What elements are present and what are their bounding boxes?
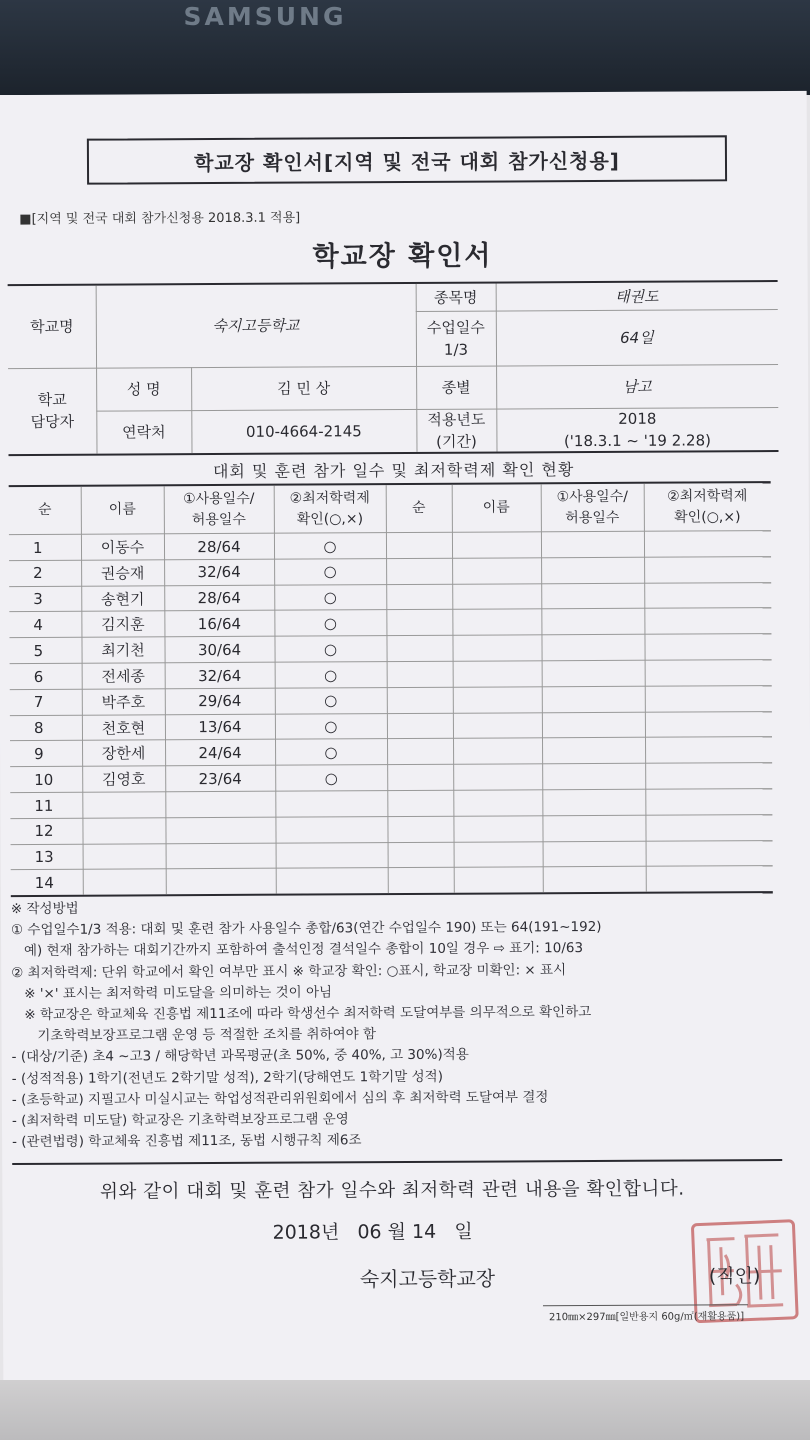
row-name: 권승재 <box>100 564 145 583</box>
row-no: 8 <box>33 718 44 738</box>
days-value: 64일 <box>620 328 654 347</box>
header-usage-right-line2: 허용일수 <box>565 509 620 526</box>
header-seq-left: 순 <box>37 501 52 518</box>
category-value: 남고 <box>622 377 652 396</box>
row-no: 9 <box>34 744 44 763</box>
header-min-right-line2: 확인(○,×) <box>674 508 741 526</box>
table-row <box>10 814 772 843</box>
row-days <box>166 843 276 869</box>
note-line: 기초학력보장프로그램 운영 등 적절한 조치를 취하여야 함 <box>11 1026 377 1045</box>
header-name-right: 이름 <box>482 499 510 516</box>
table-row <box>10 685 772 714</box>
row-no: 11 <box>34 796 54 815</box>
principal-name: 숙지고등학교장 <box>359 1266 496 1292</box>
header-min-left-line2: 확인(○,×) <box>296 510 364 528</box>
note-line: 예) 현재 참가하는 대회기간까지 포함하여 출석인정 결석일수 총합이 10일 경우 ⇨ 표기: 10/63 <box>11 940 584 960</box>
info-table <box>8 280 779 456</box>
row-check: ○ <box>324 743 338 762</box>
phone-value: 010-4664-2145 <box>245 421 362 441</box>
row-days <box>166 869 276 895</box>
header-usage-right-line1: ①사용일수/ <box>556 488 628 505</box>
days-label <box>416 311 496 366</box>
row-no: 1 <box>32 538 43 557</box>
confirmation-statement: 위와 같이 대회 및 훈련 참가 일수와 최저학력 관련 내용을 확인합니다. <box>100 1178 685 1203</box>
row-check: ○ <box>324 665 338 684</box>
roster-table <box>9 481 773 897</box>
note-line: ※ 작성방법 <box>10 900 79 918</box>
header-name-left: 이름 <box>108 501 136 518</box>
row-days: 28/64 <box>197 588 241 608</box>
header-usage-right <box>541 484 644 532</box>
row-days: 32/64 <box>197 666 242 685</box>
contact-label-line2: 담당자 <box>30 412 75 431</box>
table-row <box>9 556 771 585</box>
header-box <box>87 135 727 184</box>
section-title: 대회 및 훈련 참가 일수 및 최저학력제 확인 현황 <box>212 460 575 482</box>
row-check <box>275 791 387 817</box>
paper-spec-footnote: 210㎜×297㎜[일반용지 60g/㎡(재활용품)] <box>549 1307 744 1323</box>
header-usage-left <box>164 486 274 534</box>
row-name <box>82 818 165 843</box>
year-label <box>416 409 496 452</box>
row-check <box>276 843 388 869</box>
row-days: 29/64 <box>198 692 242 711</box>
row-name: 송현기 <box>100 589 145 609</box>
table-row <box>9 633 771 662</box>
header-min-right <box>644 483 771 531</box>
table-row <box>9 530 771 559</box>
document-title: 학교장 확인서 <box>312 240 493 273</box>
row-name: 천호현 <box>101 718 146 738</box>
contact-label <box>8 368 96 454</box>
row-no: 10 <box>34 770 54 789</box>
application-subtitle: ■[지역 및 전국 대회 참가신청용 2018.3.1 적용] <box>19 210 301 228</box>
phone-label: 연락처 <box>122 422 166 441</box>
note-line: ※ 학교장은 학교체육 진흥법 제11조에 따라 학생선수 최저학력 도달여부를 의무적으로 확인하고 <box>11 1004 592 1024</box>
row-check <box>276 868 388 894</box>
writing-instructions <box>11 895 782 1153</box>
table-row <box>10 762 772 791</box>
row-check: ○ <box>324 769 338 788</box>
row-days: 28/64 <box>197 537 241 556</box>
row-check <box>275 817 387 843</box>
row-no: 5 <box>33 641 44 660</box>
divider <box>12 1159 782 1165</box>
year-label-line2: (기간) <box>436 432 477 451</box>
note-line: ② 최저학력제: 단위 학교에서 확인 여부만 표시 ※ 학교장 확인: ○표시, 학교장 미확인: × 표시 <box>11 961 567 981</box>
category-label: 종별 <box>441 378 471 397</box>
header-min-right-line1: ②최저학력제 <box>667 487 748 505</box>
year-value-line1: 2018 <box>618 409 657 428</box>
row-name: 김영호 <box>101 770 146 789</box>
row-days: 24/64 <box>198 743 242 762</box>
school-label: 학교명 <box>30 317 74 336</box>
row-check: ○ <box>323 640 338 659</box>
header-usage-left-line2: 허용일수 <box>191 511 246 528</box>
monitor-bezel <box>0 0 810 95</box>
table-row <box>9 607 771 636</box>
table-row <box>9 582 771 611</box>
row-days <box>165 817 275 843</box>
row-no: 14 <box>34 873 54 892</box>
row-name: 김지훈 <box>101 615 145 634</box>
year-value <box>496 407 778 451</box>
name-label: 성 명 <box>126 379 161 398</box>
note-line: - (최저학력 미도달) 학교장은 기초학력보장프로그램 운영 <box>11 1111 349 1130</box>
note-line: ※ '×' 표시는 최저학력 미도달을 의미하는 것이 아님 <box>11 984 333 1002</box>
row-days <box>165 792 275 818</box>
table-row <box>11 865 773 894</box>
row-name: 장한세 <box>101 744 146 763</box>
school-value: 숙지고등학교 <box>212 316 300 336</box>
note-line: ① 수업일수1/3 적용: 대회 및 훈련 참가 사용일수 총합/63(연간 수업일수 190) 또는 64(191~192) <box>10 919 602 939</box>
row-check: ○ <box>323 562 337 581</box>
event-label: 종목명 <box>433 288 478 307</box>
row-no: 7 <box>33 693 44 712</box>
row-days: 23/64 <box>198 769 242 788</box>
desk-surface <box>0 1380 810 1440</box>
contact-label-line1: 학교 <box>37 390 67 409</box>
header-box-title: 학교장 확인서[지역 및 전국 대회 참가신청용] <box>193 148 620 175</box>
row-name <box>83 870 166 895</box>
monitor-brand-logo: SAMSUNG <box>183 2 347 31</box>
note-line: - (대상/기준) 초4 ~고3 / 해당학년 과목평균(초 50%, 중 40%, 고 30%)적용 <box>11 1047 469 1066</box>
row-days: 16/64 <box>197 614 242 633</box>
table-row <box>10 659 772 688</box>
header-usage-left-line1: ①사용일수/ <box>183 490 255 507</box>
year-value-line2: ('18.3.1 ~ '19 2.28) <box>563 430 712 450</box>
row-name: 최기천 <box>101 641 145 660</box>
row-check: ○ <box>323 614 337 633</box>
event-value: 태권도 <box>614 287 659 306</box>
row-no: 3 <box>33 589 43 609</box>
row-no: 6 <box>33 667 44 686</box>
seal-label: (직인) <box>708 1265 761 1288</box>
table-row <box>10 711 772 740</box>
header-seq-right: 순 <box>411 499 426 516</box>
row-name <box>82 792 165 817</box>
note-line: - (관련법령) 학교체육 진흥법 제11조, 동법 시행규칙 제6조 <box>12 1132 362 1151</box>
row-no: 2 <box>33 564 43 583</box>
document-page <box>0 91 810 1385</box>
year-label-line1: 적용년도 <box>427 410 486 429</box>
name-value: 김 민 상 <box>277 378 331 398</box>
note-line: - (성적적용) 1학기(전년도 2학기말 성적), 2학기(당해연도 1학기말 성적) <box>11 1068 444 1087</box>
days-label-line2: 1/3 <box>443 340 469 359</box>
row-check: ○ <box>324 717 338 736</box>
row-no: 13 <box>34 847 54 867</box>
table-row <box>10 788 772 817</box>
note-line: - (초등학교) 지필고사 미실시교는 학업성적관리위원회에서 심의 후 최저학력 도달여부 결정 <box>11 1089 549 1108</box>
row-days: 13/64 <box>198 717 242 737</box>
days-label-line1: 수업일수 <box>426 318 485 337</box>
row-days: 30/64 <box>197 640 242 659</box>
row-check: ○ <box>323 536 337 555</box>
row-no: 12 <box>34 822 54 841</box>
row-check: ○ <box>324 691 338 710</box>
row-check: ○ <box>323 588 337 607</box>
header-min-left <box>274 485 386 533</box>
table-row <box>10 736 772 765</box>
row-days: 32/64 <box>197 563 241 582</box>
row-name: 박주호 <box>101 693 146 712</box>
row-no: 4 <box>33 615 43 634</box>
row-name: 전세종 <box>101 667 145 686</box>
row-name: 이동수 <box>100 538 145 557</box>
row-name <box>83 844 166 869</box>
table-row <box>11 840 773 869</box>
header-min-left-line1: ②최저학력제 <box>289 489 370 507</box>
issue-date: 2018년 06 월 14 일 <box>272 1220 473 1244</box>
